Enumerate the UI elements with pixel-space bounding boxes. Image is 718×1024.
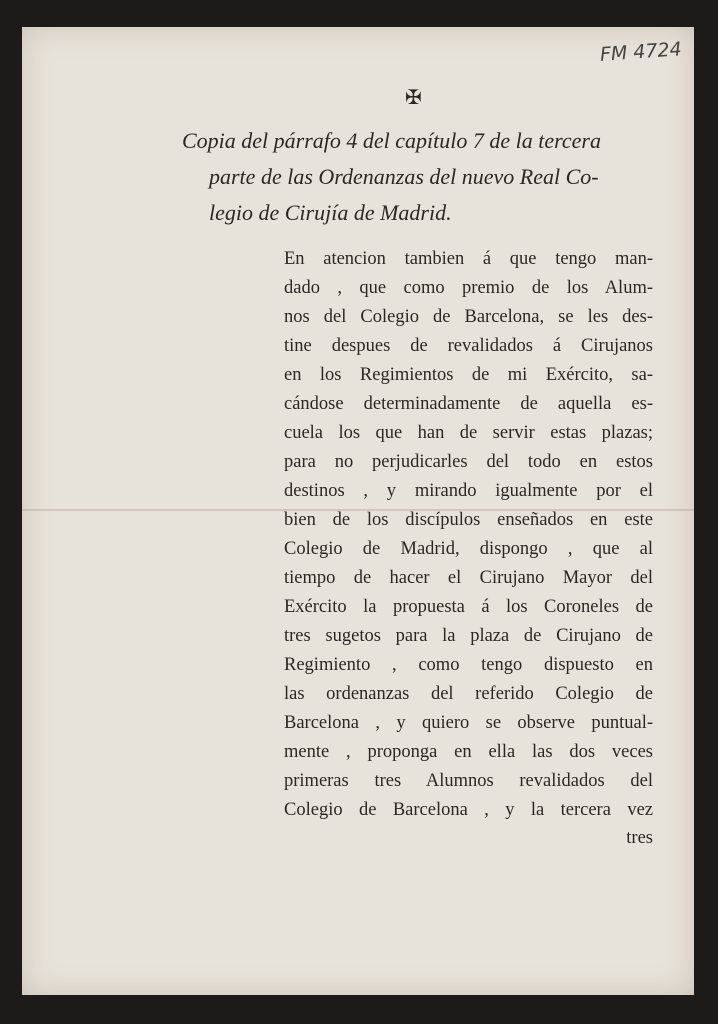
title-line: Copia del párrafo 4 del capítulo 7 de la tercera: [182, 128, 601, 153]
body-line: Regimiento , como tengo dispuesto en: [284, 655, 653, 675]
body-line: para no perjudicarles del todo en estos: [284, 452, 653, 472]
body-line: En atencion tambien á que tengo man-: [284, 249, 653, 269]
body-line: cuela los que han de servir estas plazas;: [284, 423, 653, 443]
body-line: mente , proponga en ella las dos veces: [284, 742, 653, 762]
body-line: bien de los discípulos enseñados en este: [284, 510, 653, 530]
body-line: dado , que como premio de los Alum-: [284, 278, 653, 298]
body-line: destinos , y mirando igualmente por el: [284, 481, 653, 501]
body-line: tine despues de revalidados á Cirujanos: [284, 336, 653, 356]
catchword: tres: [626, 828, 653, 848]
body-line: primeras tres Alumnos revalidados del: [284, 771, 653, 791]
body-line: las ordenanzas del referido Colegio de: [284, 684, 653, 704]
document-page: [22, 27, 694, 995]
body-line: Colegio de Madrid, dispongo , que al: [284, 539, 653, 559]
document-title: [182, 123, 652, 231]
body-line: nos del Colegio de Barcelona, se les des-: [284, 307, 653, 327]
title-line: legio de Cirujía de Madrid.: [209, 200, 452, 225]
title-line: parte de las Ordenanzas del nuevo Real Co-: [209, 164, 599, 189]
body-line: cándose determinadamente de aquella es-: [284, 394, 653, 414]
body-text: [284, 245, 653, 825]
body-line: tiempo de hacer el Cirujano Mayor del: [284, 568, 653, 588]
body-line: Colegio de Barcelona , y la tercera vez: [284, 800, 653, 820]
shelfmark-annotation: FM 4724: [599, 38, 683, 66]
body-line: Exército la propuesta á los Coroneles de: [284, 597, 653, 617]
body-line: Barcelona , y quiero se observe puntual-: [284, 713, 653, 733]
body-line: en los Regimientos de mi Exército, sa-: [284, 365, 653, 385]
cross-ornament-icon: ✠: [405, 87, 422, 109]
body-line: tres sugetos para la plaza de Cirujano de: [284, 626, 653, 646]
